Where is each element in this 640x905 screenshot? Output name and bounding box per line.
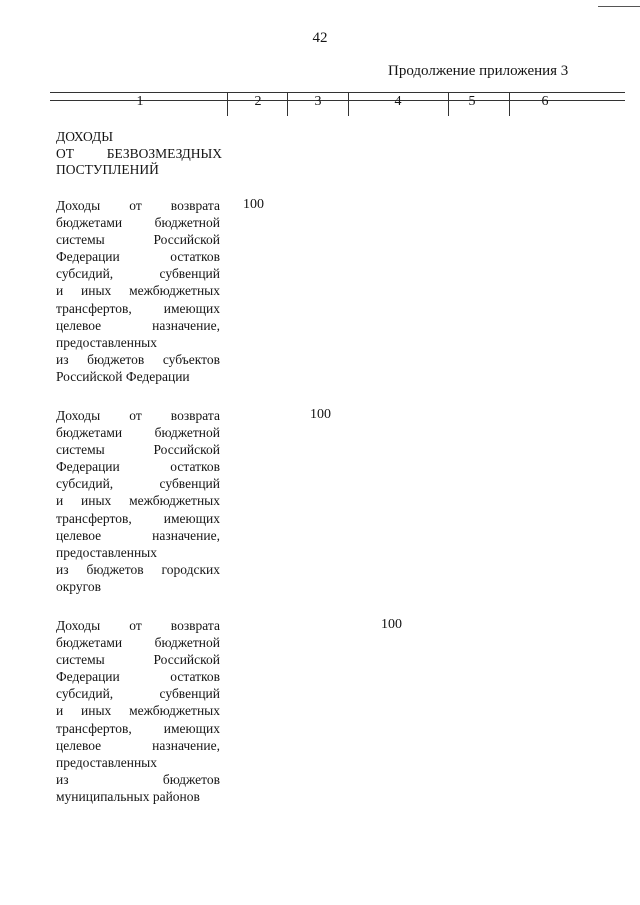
row-line: и иных межбюджетных — [56, 493, 220, 509]
section-title — [56, 129, 222, 179]
row-value-col3: 100 — [310, 407, 331, 422]
row-line: целевое назначение, — [56, 737, 220, 753]
row-line: муниципальных районов — [56, 788, 200, 804]
column-number-6: 6 — [541, 94, 549, 109]
row-line: Доходы от возврата — [56, 408, 220, 423]
row-line: предоставленных — [56, 334, 157, 350]
row-line: округов — [56, 578, 101, 594]
row-line: субсидий, субвенций — [56, 686, 220, 702]
row-line: Федерации остатков — [56, 669, 220, 685]
row-line: Доходы от возврата — [56, 198, 220, 213]
row-line: Федерации остатков — [56, 249, 220, 265]
column-number-3: 3 — [314, 94, 322, 109]
section-title-line: ОТ БЕЗВОЗМЕЗДНЫХ — [56, 145, 222, 161]
column-number-2: 2 — [254, 94, 262, 109]
row-line: из бюджетов субъектов — [56, 351, 220, 367]
column-divider — [509, 92, 510, 116]
row-line: бюджетами бюджетной — [56, 635, 220, 651]
row-description — [56, 197, 220, 385]
row-description — [56, 617, 220, 805]
row-line: субсидий, субвенций — [56, 476, 220, 492]
row-line: трансфертов, имеющих — [56, 720, 220, 736]
row-line: системы Российской — [56, 442, 220, 458]
row-line: из бюджетов — [56, 771, 220, 787]
row-line: и иных межбюджетных — [56, 703, 220, 719]
row-line: трансфертов, имеющих — [56, 510, 220, 526]
row-line: бюджетами бюджетной — [56, 215, 220, 231]
section-title-line: ПОСТУПЛЕНИЙ — [56, 162, 159, 177]
column-header-grid — [50, 92, 625, 116]
row-line: субсидий, субвенций — [56, 266, 220, 282]
column-divider — [227, 92, 228, 116]
column-divider — [287, 92, 288, 116]
corner-mark — [598, 6, 640, 7]
column-number-1: 1 — [136, 94, 144, 109]
row-line: бюджетами бюджетной — [56, 425, 220, 441]
row-line: Российской Федерации — [56, 368, 190, 384]
row-description — [56, 407, 220, 595]
header-rule-top — [50, 92, 625, 93]
column-divider — [448, 92, 449, 116]
row-line: трансфертов, имеющих — [56, 300, 220, 316]
row-line: и иных межбюджетных — [56, 283, 220, 299]
row-line: системы Российской — [56, 652, 220, 668]
row-value-col2: 100 — [243, 197, 264, 212]
row-line: Доходы от возврата — [56, 618, 220, 633]
page-number: 42 — [312, 30, 328, 46]
row-line: предоставленных — [56, 754, 157, 770]
row-line: предоставленных — [56, 544, 157, 560]
row-line: из бюджетов городских — [56, 561, 220, 577]
column-number-5: 5 — [468, 94, 476, 109]
row-line: системы Российской — [56, 232, 220, 248]
column-number-4: 4 — [394, 94, 402, 109]
row-line: Федерации остатков — [56, 459, 220, 475]
column-divider — [348, 92, 349, 116]
section-title-line: ДОХОДЫ — [56, 129, 114, 144]
row-line: целевое назначение, — [56, 527, 220, 543]
row-value-col4: 100 — [381, 617, 402, 632]
row-line: целевое назначение, — [56, 317, 220, 333]
appendix-continuation: Продолжение приложения 3 — [388, 63, 569, 79]
